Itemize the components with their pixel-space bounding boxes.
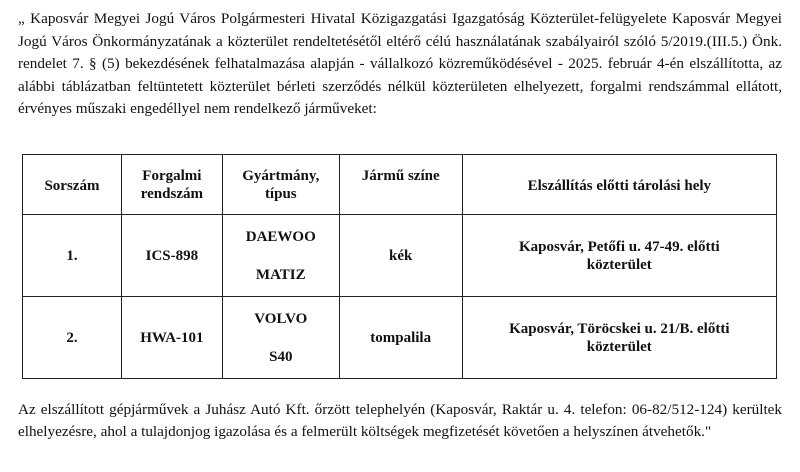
cell-plate: ICS-898 bbox=[121, 215, 222, 297]
header-make-line-1: Gyártmány, bbox=[242, 168, 320, 184]
header-color bbox=[339, 155, 462, 215]
cell-color: tompalila bbox=[339, 297, 462, 379]
cell-model: S40 bbox=[269, 348, 293, 365]
towed-vehicles-table bbox=[22, 154, 777, 379]
cell-color: kék bbox=[339, 215, 462, 297]
cell-storage-place bbox=[462, 215, 776, 297]
header-storage-place bbox=[462, 155, 776, 215]
cell-make: DAEWOO bbox=[245, 228, 316, 245]
header-color-label: Jármű színe bbox=[361, 168, 440, 184]
cell-place-line-1: Kaposvár, Petőfi u. 47-49. előtti bbox=[518, 238, 720, 255]
cell-make-type bbox=[222, 297, 339, 379]
cell-place-line-1: Kaposvár, Töröcskei u. 21/B. előtti bbox=[509, 320, 730, 337]
header-make-line-2: típus bbox=[264, 186, 297, 202]
cell-make-spacer bbox=[227, 246, 335, 266]
cell-model: MATIZ bbox=[255, 266, 306, 283]
header-plate-line-2: rendszám bbox=[140, 186, 203, 202]
cell-plate: HWA-101 bbox=[121, 297, 222, 379]
intro-paragraph: „ Kaposvár Megyei Jogú Város Polgármesteri Hivatal Közigazgatási Igazgatóság Közterület-felügyelete Kaposvár Megyei Jogú Város Önkormányzatának a közterület rendeltetésétől eltérő célú használatának szabályairól szóló 5/2019.(III.5.) Önk. rendelet 7. § (5) bekezdésének felhatalmazása alapján - vállalkozó közreműködésével - 2025. február 4-én elszállította, az alábbi táblázatban feltüntetett közterület bérleti szerződés nélkül közterületen elhelyezett, forgalmi rendszámmal ellátott, érvényes műszaki engedéllyel nem rendelkező járműveket: bbox=[18, 10, 782, 117]
header-plate-line-1: Forgalmi bbox=[142, 168, 202, 184]
header-plate bbox=[121, 155, 222, 215]
header-serial-number-label: Sorszám bbox=[44, 178, 100, 194]
table-row bbox=[23, 297, 777, 379]
cell-place-line-2: közterület bbox=[586, 256, 652, 273]
closing-paragraph: Az elszállított gépjárművek a Juhász Autó Kft. őrzött telephelyén (Kaposvár, Raktár u. 4. telefon: 06-82/512-124) kerültek elhelyezésre, ahol a tulajdonjog igazolása és a felmerült költségek megfizetését követően a helyszínen átvehetők." bbox=[18, 401, 782, 440]
cell-make-type bbox=[222, 215, 339, 297]
header-storage-place-label: Elszállítás előtti tárolási hely bbox=[527, 178, 712, 194]
cell-make-spacer bbox=[227, 328, 335, 348]
cell-serial-number: 1. bbox=[23, 215, 122, 297]
header-make-type bbox=[222, 155, 339, 215]
cell-serial-number: 2. bbox=[23, 297, 122, 379]
table-row bbox=[23, 215, 777, 297]
header-serial-number bbox=[23, 155, 122, 215]
cell-storage-place bbox=[462, 297, 776, 379]
table-header-row bbox=[23, 155, 777, 215]
cell-place-line-2: közterület bbox=[586, 338, 652, 355]
cell-make: VOLVO bbox=[254, 310, 308, 327]
